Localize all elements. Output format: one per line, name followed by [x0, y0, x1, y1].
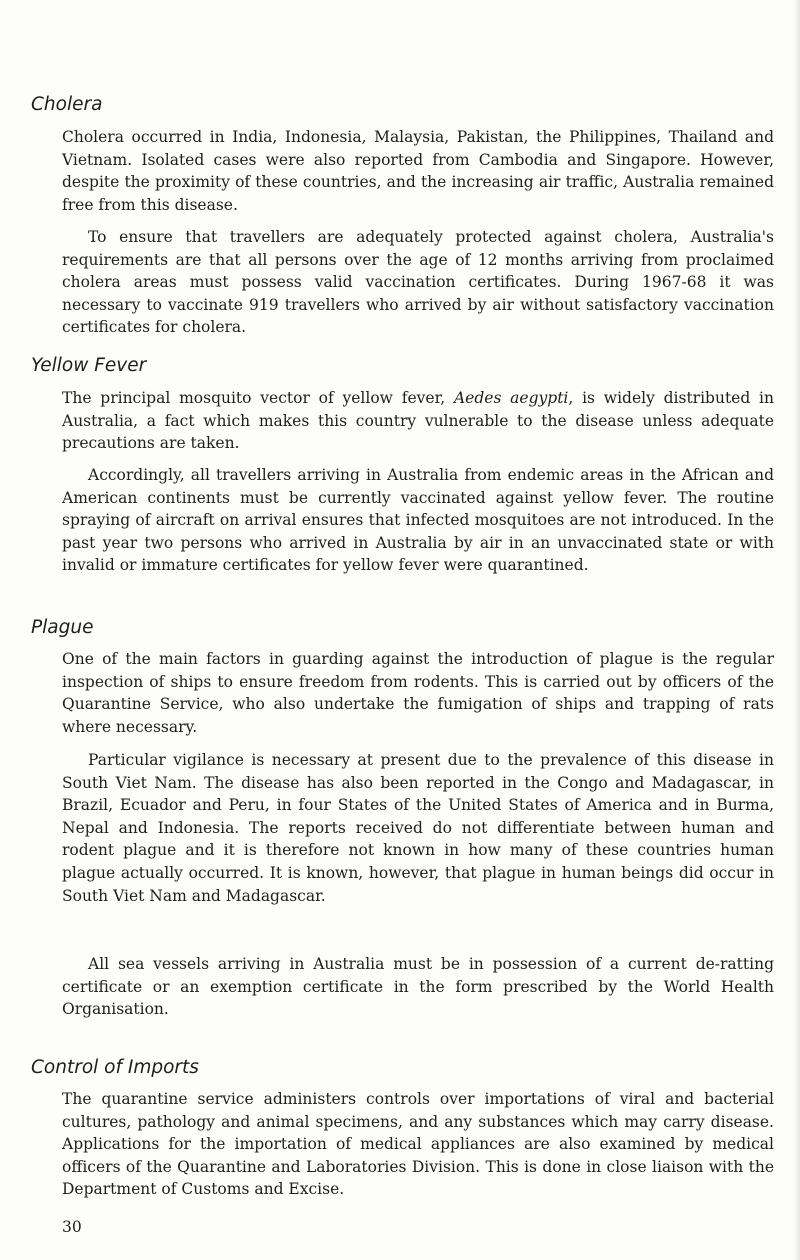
cholera-paragraph-2: To ensure that travellers are adequately protected against cholera, Australia's requirements are that all persons over the age of 12 months arriving from proclaimed cholera areas must possess valid vaccination certificates. During 1967-68 it was necessary to vaccinate 919 travellers who arrived by air without satisfactory vaccination certificates for cholera.	[62, 228, 774, 337]
page-number: 30	[62, 1218, 82, 1236]
section-title-cholera: Cholera	[31, 94, 103, 115]
section-title-plague: Plague	[31, 617, 94, 638]
plague-paragraph-3: All sea vessels arriving in Australia must be in possession of a current de-ratting certificate or an exemption certificate in the form prescribed by the World Health Organisation.	[62, 955, 774, 1019]
species-name: Aedes aegypti	[453, 389, 569, 407]
yellow-fever-paragraph-2: Accordingly, all travellers arriving in Australia from endemic areas in the African and American continents must be currently vaccinated against yellow fever. The routine spraying of aircraft on arrival ensures that infected mosquitoes are not introduced. In the past year two persons who arrived in Australia by air in an unvaccinated state or with invalid or immature certificates for yellow fever were quarantined.	[62, 466, 774, 575]
section-title-control-of-imports: Control of Imports	[31, 1057, 199, 1078]
paragraph-text: , is widely distributed in Australia, a fact which makes this country vulnerable to the disease unless adequate precautions are taken.	[62, 389, 774, 453]
plague-paragraph-2: Particular vigilance is necessary at present due to the prevalence of this disease in South Viet Nam. The disease has also been reported in the Congo and Madagascar, in Brazil, Ecuador and Peru, in four States of the United States of America and in Burma, Nepal and Indonesia. The reports received do not differentiate between human and rodent plague and it is therefore not known in how many of these countries human plague actually occurred. It is known, however, that plague in human beings did occur in South Viet Nam and Madagascar.	[62, 751, 774, 905]
plague-paragraph-1: One of the main factors in guarding against the introduction of plague is the regular inspection of ships to ensure freedom from rodents. This is carried out by officers of the Quarantine Service, who also undertake the fumigation of ships and trapping of rats where necessary.	[62, 650, 774, 736]
section-title-yellow-fever: Yellow Fever	[31, 355, 147, 376]
cholera-paragraph-1: Cholera occurred in India, Indonesia, Malaysia, Pakistan, the Philippines, Thailand and Vietnam. Isolated cases were also reported from Cambodia and Singapore. However, despite the proximity of these countries, and the increasing air traffic, Australia remained free from this disease.	[62, 128, 774, 214]
control-of-imports-paragraph-1: The quarantine service administers controls over importations of viral and bacterial cultures, pathology and animal specimens, and any substances which may carry disease. Applications for the importation of medical appliances are also examined by medical officers of the Quarantine and Laboratories Division. This is done in close liaison with the Department of Customs and Excise.	[62, 1090, 774, 1199]
paragraph-text: The principal mosquito vector of yellow fever,	[62, 389, 454, 407]
yellow-fever-paragraph-1	[62, 387, 774, 455]
